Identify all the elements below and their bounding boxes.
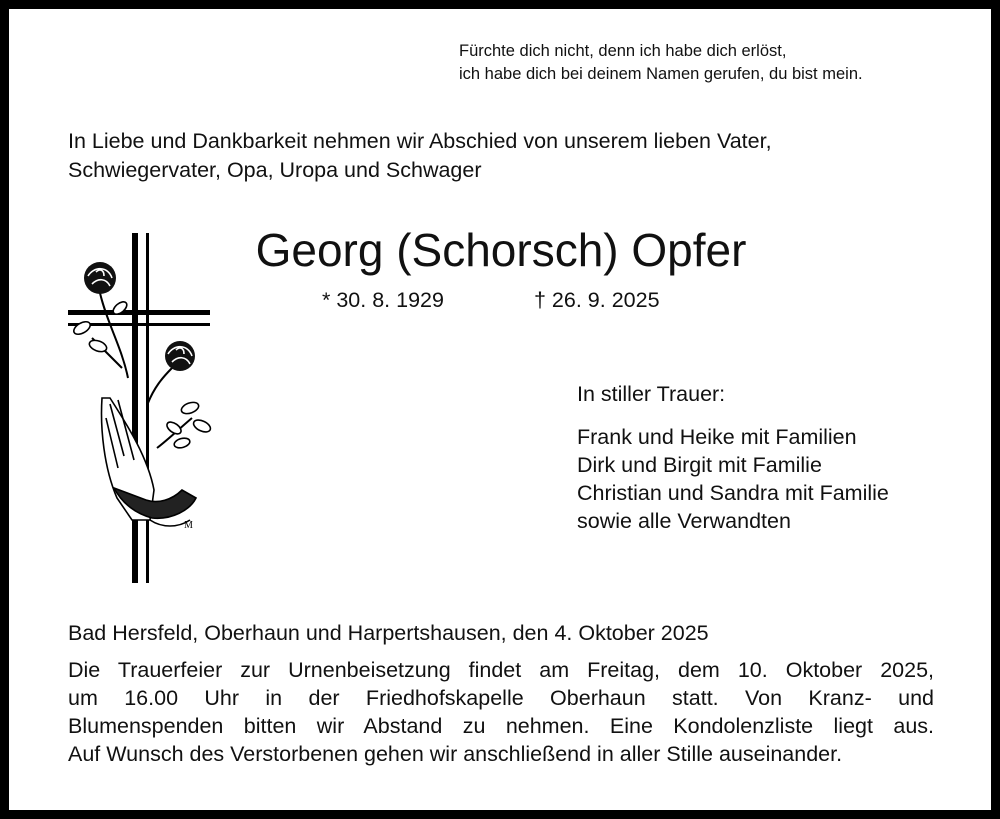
place-and-date: Bad Hersfeld, Oberhaun und Harpertshausen, den 4. Oktober 2025 xyxy=(68,621,709,645)
mourners-list xyxy=(577,423,889,535)
death-date: † 26. 9. 2025 xyxy=(534,288,660,312)
mourning-heading: In stiller Trauer: xyxy=(577,382,726,406)
service-line: Die Trauerfeier zur Urnenbeisetzung findet am Freitag, dem 10. Oktober 2025, xyxy=(68,658,934,682)
artist-signature: M xyxy=(184,520,193,531)
deceased-name: Georg (Schorsch) Opfer xyxy=(255,224,747,276)
rose-top-icon xyxy=(84,262,116,294)
intro-text xyxy=(68,127,772,185)
bible-quote xyxy=(459,40,863,86)
bible-quote-line-2: ich habe dich bei deinem Namen gerufen, du bist mein. xyxy=(459,65,863,83)
bible-quote-line-1: Fürchte dich nicht, denn ich habe dich erlöst, xyxy=(459,42,787,60)
cross-roses-praying-hands-icon xyxy=(62,228,217,588)
birth-date: * 30. 8. 1929 xyxy=(322,288,444,312)
intro-line-2: Schwiegervater, Opa, Uropa und Schwager xyxy=(68,158,482,182)
service-line: Blumenspenden bitten wir Abstand zu nehmen. Eine Kondolenzliste liegt aus. xyxy=(68,714,934,738)
service-line: um 16.00 Uhr in der Friedhofskapelle Oberhaun statt. Von Kranz- und xyxy=(68,686,934,710)
rose-right-icon xyxy=(165,341,195,371)
service-announcement xyxy=(68,656,934,768)
service-line: Auf Wunsch des Verstorbenen gehen wir anschließend in aller Stille auseinander. xyxy=(68,742,843,766)
intro-line-1: In Liebe und Dankbarkeit nehmen wir Abschied von unserem lieben Vater, xyxy=(68,129,772,153)
mourner-item: Dirk und Birgit mit Familie xyxy=(577,453,822,477)
mourner-item: sowie alle Verwandten xyxy=(577,509,791,533)
mourner-item: Frank und Heike mit Familien xyxy=(577,425,857,449)
mourner-item: Christian und Sandra mit Familie xyxy=(577,481,889,505)
